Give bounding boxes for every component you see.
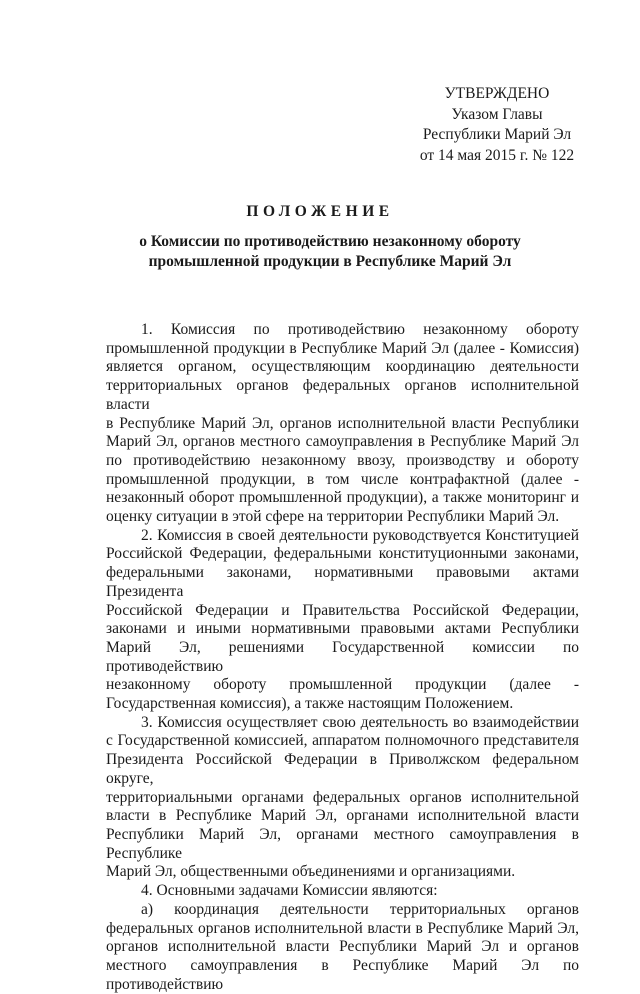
- text-line: Марий Эл, общественными объединениями и организациями.: [106, 863, 516, 881]
- text-line: является органом, осуществляющим координацию деятельности: [106, 358, 579, 376]
- document-title: ПОЛОЖЕНИЕ: [246, 203, 394, 220]
- paragraph-2: [106, 527, 579, 714]
- text-line: с Государственной комиссией, аппаратом полномочного представителя: [106, 732, 579, 750]
- document-subtitle: [120, 232, 540, 272]
- text-line: Республики Марий Эл, органами местного самоуправления в Республике: [106, 825, 579, 862]
- text-line: промышленной продукции, в том числе контрафактной (далее -: [106, 470, 579, 488]
- text-line: Государственная комиссия), а также настоящим Положением.: [106, 695, 514, 713]
- text-line: органов исполнительной власти Республики Марий Эл и органов: [106, 938, 579, 956]
- text-line: оценку ситуации в этой сфере на территории Республики Марий Эл.: [106, 508, 560, 526]
- text-line: территориальных органов федеральных органов исполнительной власти: [106, 377, 579, 413]
- paragraph-1: [106, 321, 579, 527]
- document-body: [106, 321, 579, 994]
- text-line: по противодействию незаконному ввозу, производству и обороту: [106, 451, 579, 469]
- paragraph-3: [106, 714, 579, 882]
- text-line: территориальными органами федеральных органов исполнительной: [106, 788, 579, 806]
- text-line: 2. Комиссия в своей деятельности руководствуется Конституцией: [141, 526, 579, 544]
- text-line: власти в Республике Марий Эл, органами исполнительной власти: [106, 807, 579, 825]
- text-line: 4. Основными задачами Комиссии являются:: [141, 882, 438, 900]
- paragraph-4a: [106, 901, 579, 994]
- text-line: 1. Комиссия по противодействию незаконному обороту: [141, 321, 579, 338]
- text-line: незаконному обороту промышленной продукции (далее -: [106, 676, 579, 694]
- text-line: в Республике Марий Эл, органов исполнительной власти Республики: [106, 414, 579, 432]
- text-line: незаконный оборот промышленной продукции), а также мониторинг и: [106, 489, 579, 507]
- approval-line: УТВЕРЖДЕНО: [444, 85, 550, 102]
- approval-line: Республики Марий Эл: [422, 126, 572, 143]
- text-line: Марий Эл, решениями Государственной комиссии по противодействию: [106, 638, 579, 675]
- text-line: Президента Российской Федерации в Приволжском федеральном округе,: [106, 751, 579, 787]
- text-line: федеральными законами, нормативными правовыми актами Президента: [106, 564, 579, 600]
- text-line: местного самоуправления в Республике Марий Эл по противодействию: [106, 956, 579, 993]
- subtitle-line: промышленной продукции в Республике Марий Эл: [148, 253, 512, 270]
- text-line: законами и иными нормативными правовыми актами Республики: [106, 620, 579, 638]
- approval-line: Указом Главы: [451, 105, 543, 123]
- text-line: 3. Комиссия осуществляет свою деятельность во взаимодействии: [141, 713, 579, 731]
- text-line: Российской Федерации и Правительства Российской Федерации,: [106, 601, 579, 619]
- subtitle-line: о Комиссии по противодействию незаконному обороту: [139, 233, 521, 250]
- approval-line: от 14 мая 2015 г. № 122: [419, 146, 575, 164]
- text-line: Марий Эл, органов местного самоуправления в Республике Марий Эл: [106, 433, 579, 451]
- text-line: а) координация деятельности территориальных органов: [141, 900, 579, 918]
- text-line: промышленной продукции в Республике Марий Эл (далее - Комиссия): [106, 339, 579, 357]
- text-line: Российской Федерации, федеральными конституционными законами,: [106, 545, 579, 563]
- paragraph-4: [106, 882, 579, 901]
- text-line: федеральных органов исполнительной власти в Республике Марий Эл,: [106, 919, 579, 937]
- approval-stamp: [392, 84, 602, 166]
